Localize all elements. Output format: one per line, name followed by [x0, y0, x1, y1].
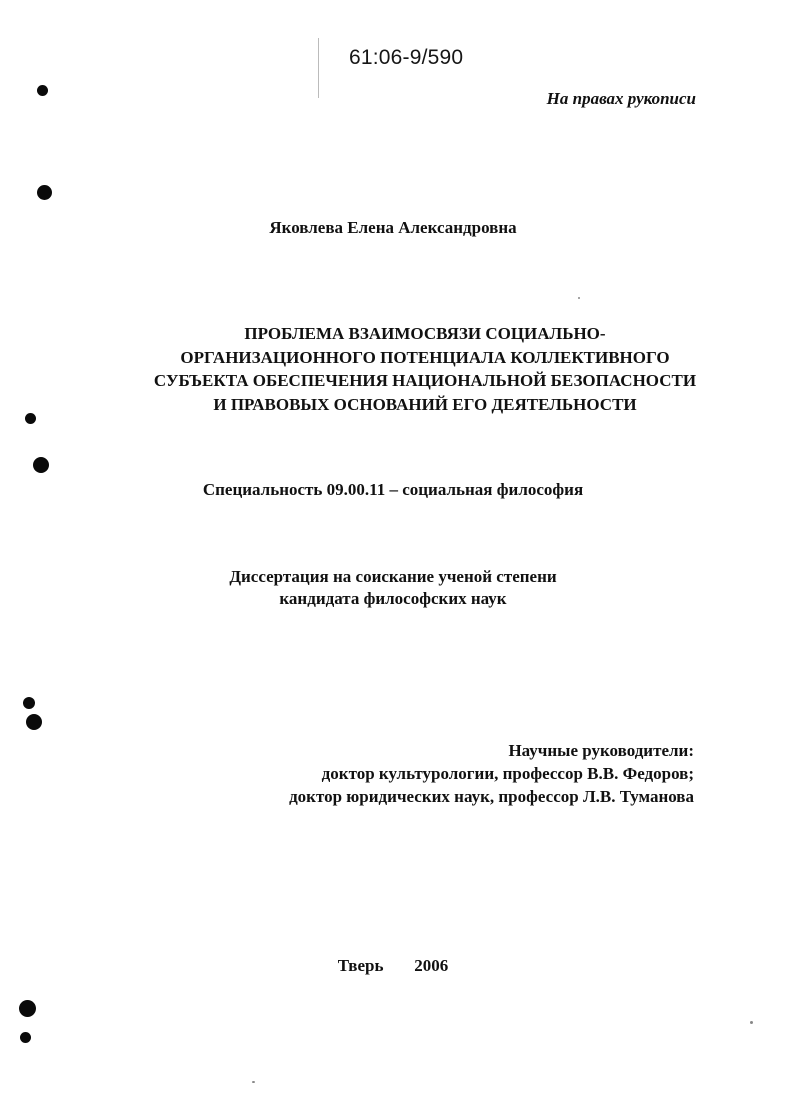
library-stamp-code: 61:06-9/590 [349, 46, 464, 69]
title-line: ПРОБЛЕМА ВЗАИМОСВЯЗИ СОЦИАЛЬНО- [244, 324, 606, 343]
advisors-heading: Научные руководители: [508, 741, 694, 760]
title-line: СУБЪЕКТА ОБЕСПЕЧЕНИЯ НАЦИОНАЛЬНОЙ БЕЗОПАСНОСТИ [153, 371, 697, 390]
scan-speck [578, 297, 580, 299]
scan-speck [252, 1081, 255, 1083]
thesis-title [60, 322, 790, 416]
binder-hole-4 [33, 457, 49, 473]
degree-statement [0, 566, 786, 610]
title-line: ОРГАНИЗАЦИОННОГО ПОТЕНЦИАЛА КОЛЛЕКТИВНОГО [180, 347, 670, 367]
scan-line [318, 38, 319, 98]
city-year: Тверь 2006 [337, 956, 449, 975]
advisor-line: доктор культурологии, профессор В.В. Федоров; [321, 764, 694, 783]
scientific-advisors [289, 739, 694, 808]
scan-speck [750, 1021, 753, 1024]
binder-hole-8 [20, 1032, 31, 1043]
specialty-line: Специальность 09.00.11 – социальная философия [202, 480, 584, 499]
binder-hole-2 [37, 185, 52, 200]
degree-line: кандидата философских наук [279, 589, 507, 608]
binder-hole-6 [26, 714, 42, 730]
binder-hole-1 [37, 85, 48, 96]
advisor-line: доктор юридических наук, профессор Л.В. Туманова [289, 787, 694, 806]
title-line: И ПРАВОВЫХ ОСНОВАНИЙ ЕГО ДЕЯТЕЛЬНОСТИ [213, 394, 637, 414]
binder-hole-7 [19, 1000, 36, 1017]
rights-note: На правах рукописи [546, 89, 696, 108]
binder-hole-3 [25, 413, 36, 424]
degree-line: Диссертация на соискание ученой степени [229, 567, 557, 586]
author-name: Яковлева Елена Александровна [269, 218, 517, 237]
binder-hole-5 [23, 697, 35, 709]
